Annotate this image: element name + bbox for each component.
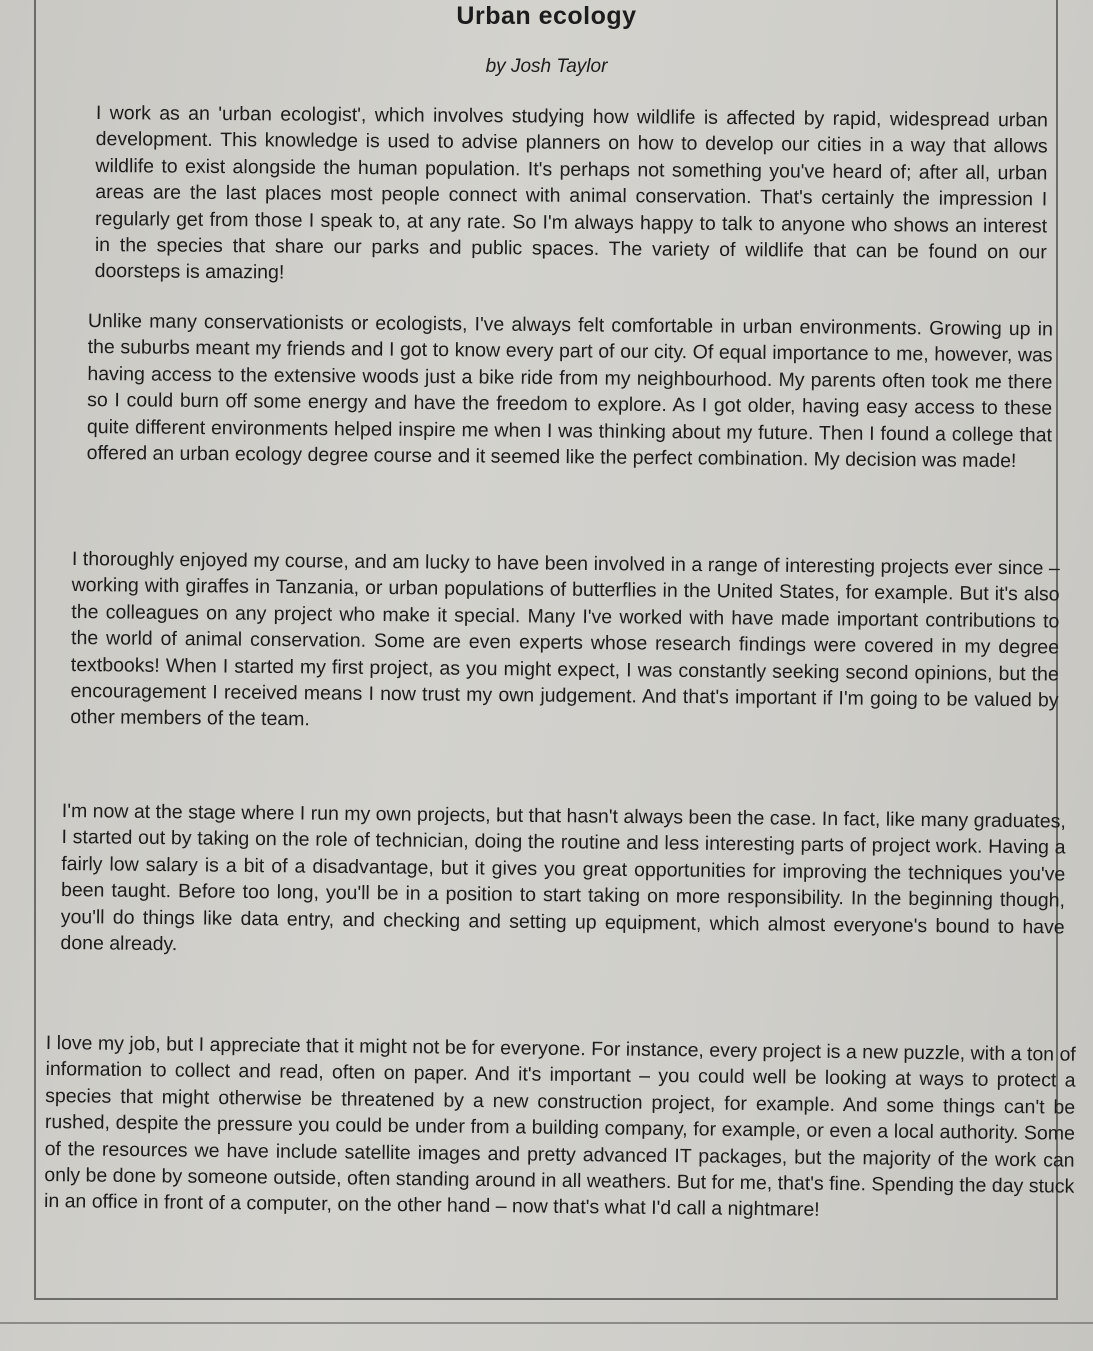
paragraph-3: I thoroughly enjoyed my course, and am lucky to have been involved in a range of interesting projects ever since – working with giraffes in Tanzania, or urban populations of butterflies in the United States, for example. But it's also the colleagues on any project who make it special. Many I've worked with have made important contributions to the world of animal conservation. Some are even experts whose research findings were covered in my degree textbooks! When I started my first project, as you might expect, I was constantly seeking second opinions, but the encouragement I received means I now trust my own judgement. And that's important if I'm going to be valued by other members of the team.: [70, 547, 1060, 731]
paragraph-5: I love my job, but I appreciate that it might not be for everyone. For instance, every project is a new puzzle, with a ton of information to collect and read, often on paper. And it's important – you could well be looking at ways to protect a species that might otherwise be threatened by a new construction project, for example. And some things can't be rushed, despite the pressure you could be under from a building company, for example, or even a local authority. Some of the resources we have include satellite images and pretty advanced IT packages, but the majority of the work can only be done by someone outside, often standing around in all weathers. But for me, that's fine. Spending the day stuck in an office in front of a computer, on the other hand – now that's what I'd call a nightmare!: [43, 1031, 1076, 1222]
article-title: Urban ecology: [456, 2, 637, 30]
article-author: by Josh Taylor: [485, 56, 608, 77]
paragraph-2: Unlike many conservationists or ecologists, I've always felt comfortable in urban environments. Growing up in the suburbs meant my friends and I got to know every part of our city. Of equal importance to me, however, was having access to the extensive woods just a bike ride from my neighbourhood. My parents often took me there so I could burn off some energy and have the freedom to explore. As I got older, having easy access to these quite different environments helped inspire me when I was thinking about my future. Then I found a college that offered an urban ecology degree course and it seemed like the perfect combination. My decision was made!: [86, 309, 1053, 473]
paragraph-4: I'm now at the stage where I run my own projects, but that hasn't always been the case. In fact, like many graduates, I started out by taking on the role of technician, doing the routine and less interesting parts of project work. Having a fairly low salary is a bit of a disadvantage, but it gives you great opportunities for improving the techniques you've been taught. Before too long, you'll be in a position to start taking on more responsibility. In the beginning though, you'll do things like data entry, and checking and setting up equipment, which almost everyone's bound to have done already.: [60, 799, 1066, 956]
paragraph-1: I work as an 'urban ecologist', which involves studying how wildlife is affected by rapid, widespread urban development. This knowledge is used to advise planners on how to develop our cities in a way that allows wildlife to exist alongside the human population. It's perhaps not something you've heard of; after all, urban areas are the last places most people connect with animal conservation. That's certainly the impression I regularly get from those I speak to, at any rate. So I'm always happy to talk to anyone who shows an interest in the species that share our parks and public spaces. The variety of wildlife that can be found on our doorsteps is amazing!: [94, 101, 1048, 284]
page-edge-divider: [0, 1322, 1093, 1324]
